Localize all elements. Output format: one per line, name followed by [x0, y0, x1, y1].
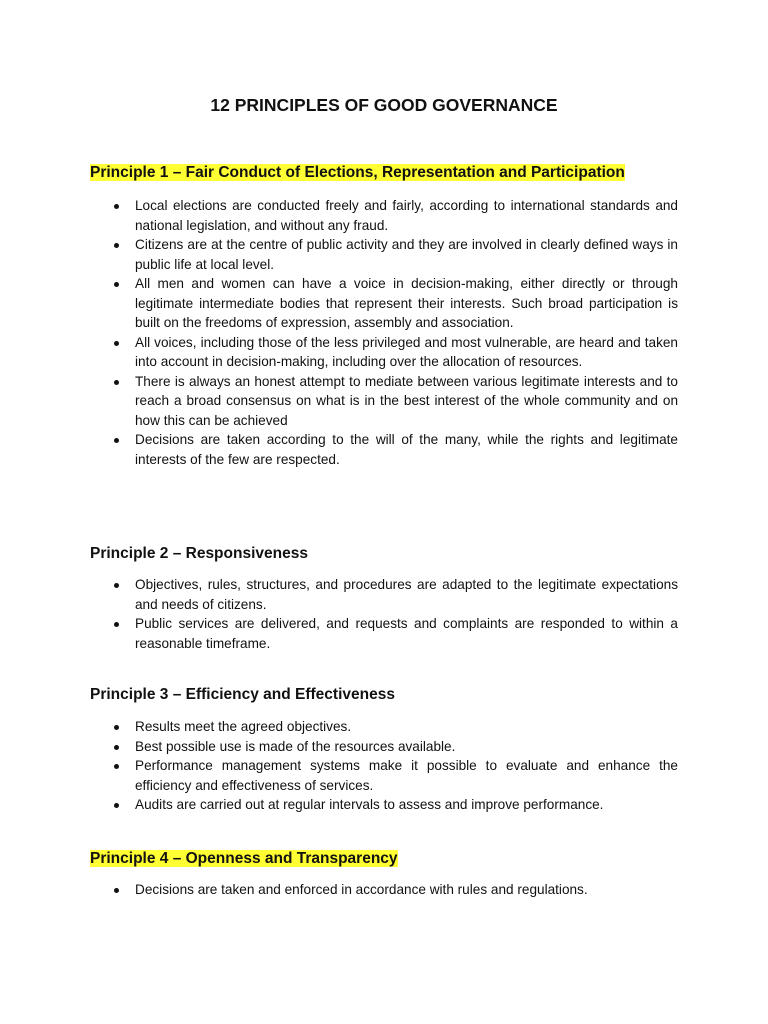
bullet-icon — [114, 622, 119, 627]
principle-3-heading: Principle 3 – Efficiency and Effectiveness — [90, 686, 395, 703]
list-item: Local elections are conducted freely and fairly, according to international standards and national legislation, and without any fraud. — [90, 196, 678, 235]
bullet-icon — [114, 745, 119, 750]
bullet-icon — [114, 725, 119, 730]
principle-2-heading: Principle 2 – Responsiveness — [90, 545, 308, 562]
document-title: 12 PRINCIPLES OF GOOD GOVERNANCE — [210, 95, 558, 115]
bullet-icon — [114, 583, 119, 588]
list-item: Results meet the agreed objectives. — [90, 717, 678, 737]
principle-3-bullets — [90, 717, 678, 815]
principle-3-section — [90, 684, 678, 815]
list-item: Decisions are taken according to the will of the many, while the rights and legitimate interests of the few are respected. — [90, 430, 678, 469]
list-item: All voices, including those of the less privileged and most vulnerable, are heard and taken into account in decision-making, including over the allocation of resources. — [90, 333, 678, 372]
principle-4-section — [90, 848, 678, 900]
principle-2-section — [90, 543, 678, 653]
list-item: Objectives, rules, structures, and procedures are adapted to the legitimate expectations and needs of citizens. — [90, 575, 678, 614]
bullet-icon — [114, 341, 119, 346]
principle-4-bullets — [90, 880, 678, 900]
list-item: Citizens are at the centre of public activity and they are involved in clearly defined ways in public life at local level. — [90, 235, 678, 274]
list-item: Public services are delivered, and requests and complaints are responded to within a reasonable timeframe. — [90, 614, 678, 653]
list-item: Audits are carried out at regular intervals to assess and improve performance. — [90, 795, 678, 815]
principle-2-bullets — [90, 575, 678, 653]
bullet-icon — [114, 282, 119, 287]
principle-1-heading — [90, 162, 678, 183]
bullet-icon — [114, 888, 119, 893]
bullet-icon — [114, 438, 119, 443]
bullet-icon — [114, 803, 119, 808]
principle-1-section — [90, 162, 678, 469]
list-item: Best possible use is made of the resources available. — [90, 737, 678, 757]
list-item: Performance management systems make it possible to evaluate and enhance the efficiency and effectiveness of services. — [90, 756, 678, 795]
bullet-icon — [114, 764, 119, 769]
principle-1-bullets — [90, 196, 678, 469]
bullet-icon — [114, 204, 119, 209]
principle-4-heading-text: Principle 4 – Openness and Transparency — [90, 850, 398, 867]
principle-4-heading — [90, 848, 678, 869]
list-item: All men and women can have a voice in decision-making, either directly or through legitimate intermediate bodies that represent their interests. Such broad participation is built on the freedoms of expression, assembly and association. — [90, 274, 678, 333]
list-item: There is always an honest attempt to mediate between various legitimate interests and to reach a broad consensus on what is in the best interest of the whole community and on how this can be achieved — [90, 372, 678, 431]
principle-1-heading-text: Principle 1 – Fair Conduct of Elections, Representation and Participation — [90, 164, 625, 181]
bullet-icon — [114, 380, 119, 385]
bullet-icon — [114, 243, 119, 248]
list-item: Decisions are taken and enforced in accordance with rules and regulations. — [90, 880, 678, 900]
